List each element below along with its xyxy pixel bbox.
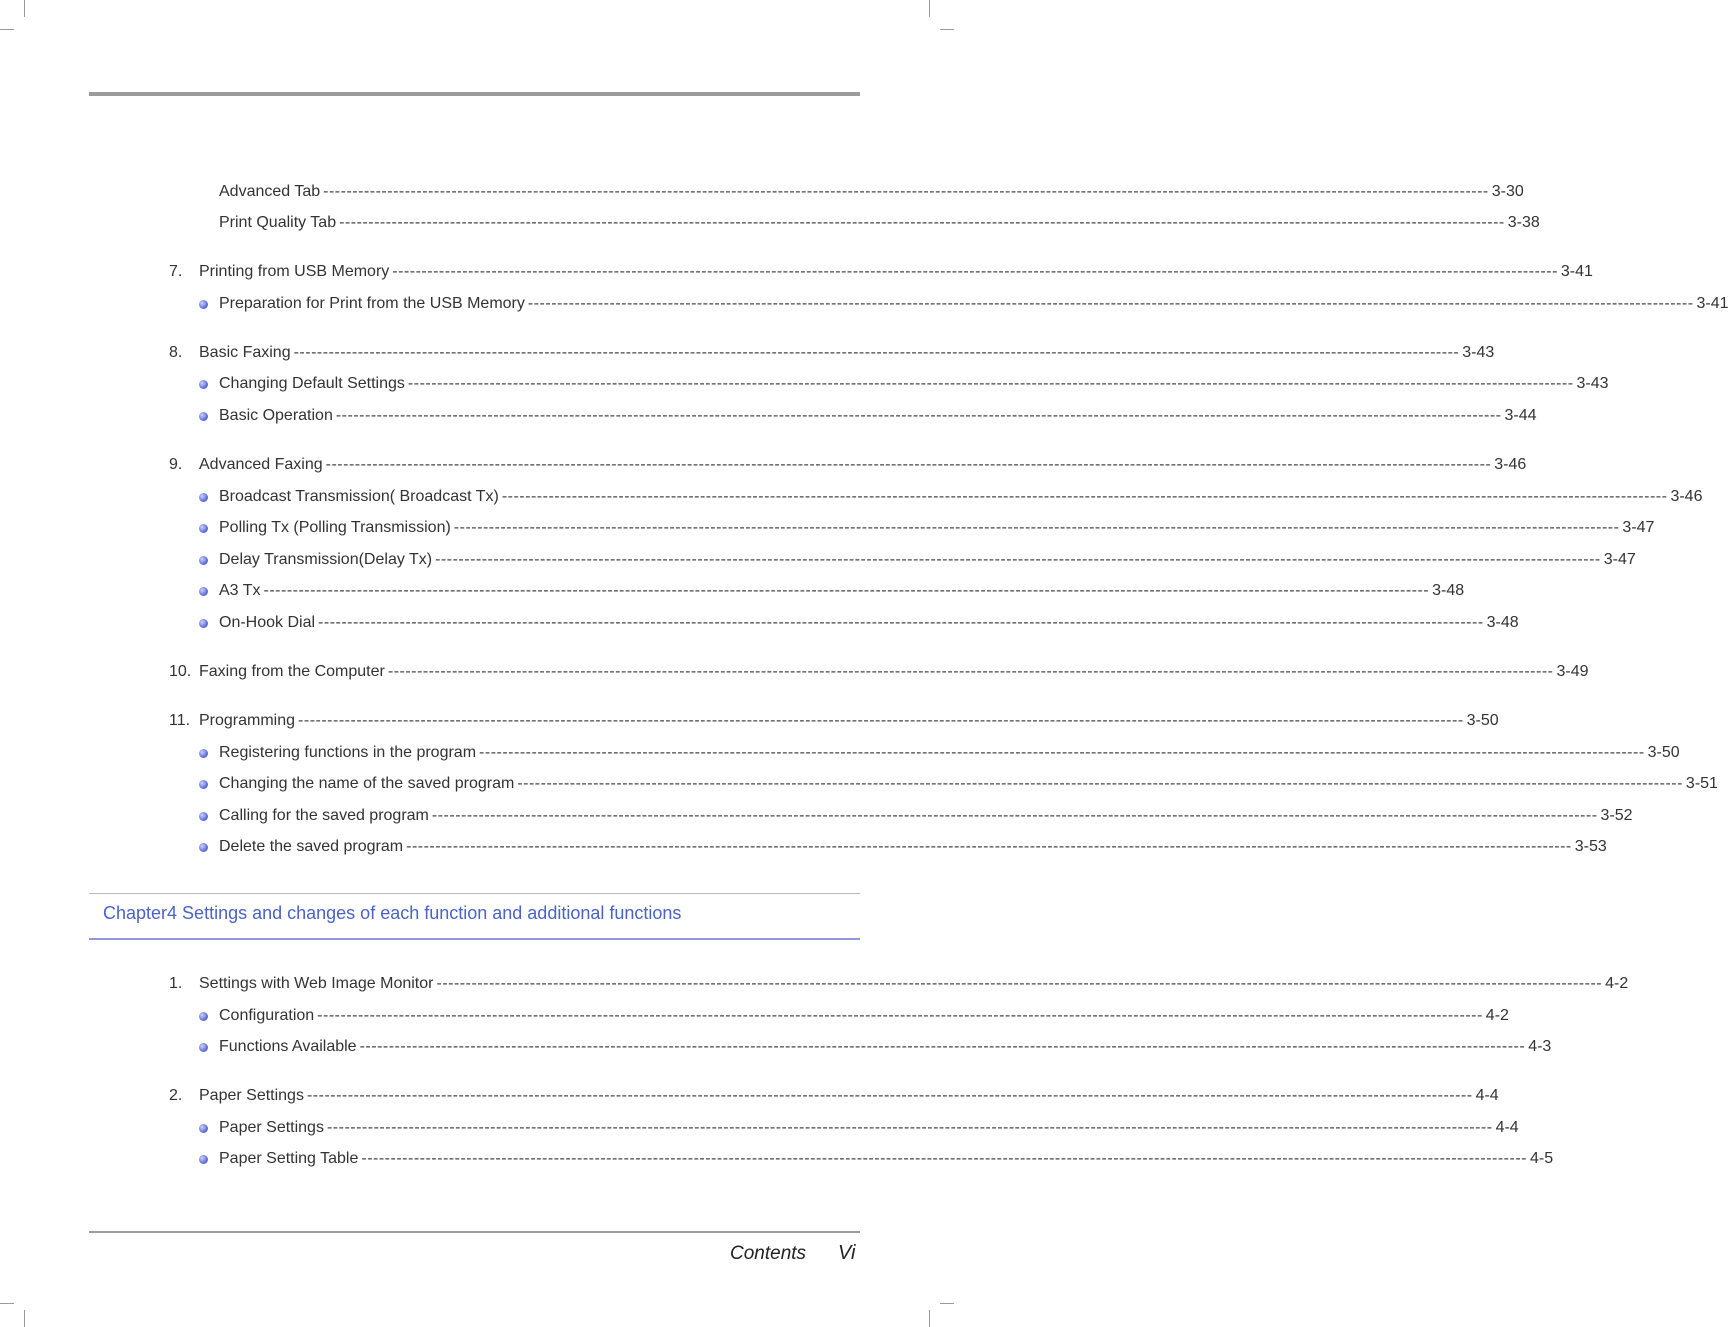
toc-entry bbox=[199, 1148, 1554, 1170]
dot-leader: -------------------------------------------------------------------------------------------------------------------------------------------------------------------------------------------------------- bbox=[339, 214, 1505, 231]
bullet-icon bbox=[199, 1124, 208, 1133]
crop-mark bbox=[940, 29, 954, 30]
dot-leader: -------------------------------------------------------------------------------------------------------------------------------------------------------------------------------------------------------- bbox=[293, 344, 1460, 361]
toc-section-entry bbox=[169, 1085, 1499, 1107]
toc-entry-page: 3-46 bbox=[1494, 456, 1527, 473]
dot-leader: -------------------------------------------------------------------------------------------------------------------------------------------------------------------------------------------------------- bbox=[318, 614, 1484, 631]
toc-entry bbox=[199, 805, 1633, 827]
chapter-rule-top bbox=[89, 893, 860, 894]
toc-entry-title: Advanced Tab bbox=[219, 183, 321, 200]
toc-entry-number: 11. bbox=[169, 712, 191, 729]
toc-entry-page: 3-50 bbox=[1466, 712, 1499, 729]
toc-entry-page: 3-43 bbox=[1576, 375, 1609, 392]
bullet-icon bbox=[199, 493, 208, 502]
toc-entry bbox=[199, 773, 1718, 795]
toc-entry-page: 3-47 bbox=[1603, 551, 1636, 568]
toc-entry bbox=[219, 181, 1524, 203]
dot-leader: -------------------------------------------------------------------------------------------------------------------------------------------------------------------------------------------------------- bbox=[263, 582, 1430, 599]
toc-entry-page: 3-48 bbox=[1432, 582, 1465, 599]
bullet-icon bbox=[199, 1012, 208, 1021]
toc-entry-title: Paper Settings bbox=[219, 1119, 324, 1136]
toc-entry bbox=[219, 212, 1540, 234]
toc-entry-title: Settings with Web Image Monitor bbox=[199, 975, 434, 992]
bullet-icon bbox=[199, 587, 208, 596]
dot-leader: -------------------------------------------------------------------------------------------------------------------------------------------------------------------------------------------------------- bbox=[406, 838, 1572, 855]
toc-entry-page: 3-30 bbox=[1491, 183, 1524, 200]
toc-entry-page: 3-38 bbox=[1507, 214, 1540, 231]
toc-entry-page: 3-52 bbox=[1600, 807, 1633, 824]
toc-entry bbox=[199, 742, 1680, 764]
toc-entry bbox=[199, 1036, 1552, 1058]
toc-section-entry bbox=[169, 261, 1593, 283]
toc-entry-page: 3-46 bbox=[1670, 488, 1703, 505]
footer-label: Contents bbox=[730, 1243, 807, 1264]
toc-entry-page: 4-4 bbox=[1495, 1119, 1519, 1136]
toc-entry bbox=[199, 486, 1703, 508]
bullet-icon bbox=[199, 380, 208, 389]
dot-leader: -------------------------------------------------------------------------------------------------------------------------------------------------------------------------------------------------------- bbox=[407, 375, 1574, 392]
chapter-rule-bottom bbox=[89, 938, 860, 940]
toc-entry-number: 7. bbox=[169, 263, 183, 280]
toc-entry-title: On-Hook Dial bbox=[219, 614, 316, 631]
toc-entry-number: 10. bbox=[169, 663, 192, 680]
toc-entry-number: 1. bbox=[169, 975, 183, 992]
dot-leader: -------------------------------------------------------------------------------------------------------------------------------------------------------------------------------------------------------- bbox=[436, 975, 1603, 992]
dot-leader: -------------------------------------------------------------------------------------------------------------------------------------------------------------------------------------------------------- bbox=[326, 1119, 1493, 1136]
dot-leader: -------------------------------------------------------------------------------------------------------------------------------------------------------------------------------------------------------- bbox=[501, 488, 1668, 505]
toc-entry-title: Faxing from the Computer bbox=[199, 663, 385, 680]
toc-entry bbox=[199, 405, 1537, 427]
crop-mark bbox=[24, 0, 25, 17]
toc-entry-title: Printing from USB Memory bbox=[199, 263, 390, 280]
toc-entry-page: 3-41 bbox=[1696, 295, 1729, 312]
toc-entry-title: Polling Tx (Polling Transmission) bbox=[219, 519, 451, 536]
dot-leader: -------------------------------------------------------------------------------------------------------------------------------------------------------------------------------------------------------- bbox=[317, 1007, 1483, 1024]
crop-mark bbox=[24, 1310, 25, 1327]
toc-entry-page: 4-4 bbox=[1475, 1087, 1499, 1104]
toc-entry bbox=[199, 612, 1519, 634]
bullet-icon bbox=[199, 1043, 208, 1052]
bullet-icon bbox=[199, 412, 208, 421]
dot-leader: -------------------------------------------------------------------------------------------------------------------------------------------------------------------------------------------------------- bbox=[306, 1087, 1473, 1104]
toc-entry-page: 4-2 bbox=[1605, 975, 1629, 992]
toc-entry bbox=[199, 1005, 1509, 1027]
dot-leader: -------------------------------------------------------------------------------------------------------------------------------------------------------------------------------------------------------- bbox=[453, 519, 1620, 536]
toc-entry bbox=[199, 293, 1729, 315]
toc-entry-title: Basic Operation bbox=[219, 407, 333, 424]
toc-entry-title: Delay Transmission(Delay Tx) bbox=[219, 551, 433, 568]
toc-entry-title: Basic Faxing bbox=[199, 344, 291, 361]
toc-entry-title: Registering functions in the program bbox=[219, 744, 477, 761]
toc-entry-title: Delete the saved program bbox=[219, 838, 404, 855]
toc-entry-title: Print Quality Tab bbox=[219, 214, 337, 231]
toc-entry-title: Changing Default Settings bbox=[219, 375, 405, 392]
toc-entry-title: Functions Available bbox=[219, 1038, 357, 1055]
toc-entry-page: 3-49 bbox=[1556, 663, 1589, 680]
dot-leader: -------------------------------------------------------------------------------------------------------------------------------------------------------------------------------------------------------- bbox=[517, 775, 1683, 792]
toc-entry-page: 3-50 bbox=[1647, 744, 1680, 761]
toc-entry-page: 4-3 bbox=[1528, 1038, 1552, 1055]
toc-entry-number: 2. bbox=[169, 1087, 183, 1104]
bullet-icon bbox=[199, 749, 208, 758]
chapter-heading: Chapter4 Settings and changes of each function and additional functions bbox=[103, 903, 682, 923]
toc-section-entry bbox=[169, 973, 1629, 995]
dot-leader: -------------------------------------------------------------------------------------------------------------------------------------------------------------------------------------------------------- bbox=[392, 263, 1558, 280]
bullet-icon bbox=[199, 780, 208, 789]
toc-entry bbox=[199, 517, 1655, 539]
toc-entry-title: Configuration bbox=[219, 1007, 315, 1024]
toc-entry-title: Paper Setting Table bbox=[219, 1150, 359, 1167]
toc-entry-page: 3-53 bbox=[1574, 838, 1607, 855]
toc-entry bbox=[199, 549, 1636, 571]
bullet-icon bbox=[199, 843, 208, 852]
toc-entry-page: 3-48 bbox=[1486, 614, 1519, 631]
footer-page-number: Vi bbox=[838, 1242, 856, 1264]
crop-mark bbox=[929, 0, 930, 17]
dot-leader: -------------------------------------------------------------------------------------------------------------------------------------------------------------------------------------------------------- bbox=[298, 712, 1464, 729]
header-rule bbox=[89, 92, 860, 96]
toc-entry-number: 8. bbox=[169, 344, 183, 361]
dot-leader: -------------------------------------------------------------------------------------------------------------------------------------------------------------------------------------------------------- bbox=[325, 456, 1492, 473]
toc-entry-page: 3-51 bbox=[1685, 775, 1718, 792]
toc-entry-page: 3-44 bbox=[1504, 407, 1537, 424]
toc-section-entry bbox=[169, 342, 1495, 364]
toc-entry-title: Paper Settings bbox=[199, 1087, 304, 1104]
crop-mark bbox=[940, 1303, 954, 1304]
toc-entry bbox=[199, 373, 1609, 395]
crop-mark bbox=[0, 29, 14, 30]
bullet-icon bbox=[199, 524, 208, 533]
dot-leader: -------------------------------------------------------------------------------------------------------------------------------------------------------------------------------------------------------- bbox=[435, 551, 1601, 568]
crop-mark bbox=[929, 1310, 930, 1327]
dot-leader: -------------------------------------------------------------------------------------------------------------------------------------------------------------------------------------------------------- bbox=[431, 807, 1598, 824]
toc-entry-page: 4-5 bbox=[1529, 1150, 1554, 1167]
toc-entry-title: A3 Tx bbox=[219, 582, 261, 599]
bullet-icon bbox=[199, 300, 208, 309]
toc-entry bbox=[199, 836, 1607, 858]
toc-entry-title: Advanced Faxing bbox=[199, 456, 323, 473]
toc-entry-page: 3-43 bbox=[1462, 344, 1495, 361]
bullet-icon bbox=[199, 812, 208, 821]
dot-leader: -------------------------------------------------------------------------------------------------------------------------------------------------------------------------------------------------------- bbox=[335, 407, 1502, 424]
crop-mark bbox=[0, 1303, 14, 1304]
bullet-icon bbox=[199, 619, 208, 628]
toc-entry-page: 3-47 bbox=[1622, 519, 1655, 536]
dot-leader: -------------------------------------------------------------------------------------------------------------------------------------------------------------------------------------------------------- bbox=[479, 744, 1645, 761]
toc-entry-page: 3-41 bbox=[1560, 263, 1593, 280]
toc-entry-title: Changing the name of the saved program bbox=[219, 775, 515, 792]
toc-entry bbox=[199, 1117, 1519, 1139]
toc-entry-title: Preparation for Print from the USB Memory bbox=[219, 295, 525, 312]
toc-section-entry bbox=[169, 661, 1589, 683]
bullet-icon bbox=[199, 1155, 208, 1164]
toc-entry bbox=[199, 580, 1465, 602]
dot-leader: -------------------------------------------------------------------------------------------------------------------------------------------------------------------------------------------------------- bbox=[387, 663, 1554, 680]
toc-entry-title: Programming bbox=[199, 712, 296, 729]
toc-section-entry bbox=[169, 454, 1527, 476]
toc-entry-title: Broadcast Transmission( Broadcast Tx) bbox=[219, 488, 499, 505]
dot-leader: -------------------------------------------------------------------------------------------------------------------------------------------------------------------------------------------------------- bbox=[359, 1038, 1526, 1055]
toc-section-entry bbox=[169, 710, 1499, 732]
footer-rule bbox=[89, 1231, 860, 1233]
toc-entry-number: 9. bbox=[169, 456, 183, 473]
toc-entry-page: 4-2 bbox=[1485, 1007, 1509, 1024]
dot-leader: -------------------------------------------------------------------------------------------------------------------------------------------------------------------------------------------------------- bbox=[361, 1150, 1527, 1167]
toc-entry-title: Calling for the saved program bbox=[219, 807, 429, 824]
dot-leader: -------------------------------------------------------------------------------------------------------------------------------------------------------------------------------------------------------- bbox=[323, 183, 1489, 200]
bullet-icon bbox=[199, 556, 208, 565]
dot-leader: -------------------------------------------------------------------------------------------------------------------------------------------------------------------------------------------------------- bbox=[527, 295, 1694, 312]
